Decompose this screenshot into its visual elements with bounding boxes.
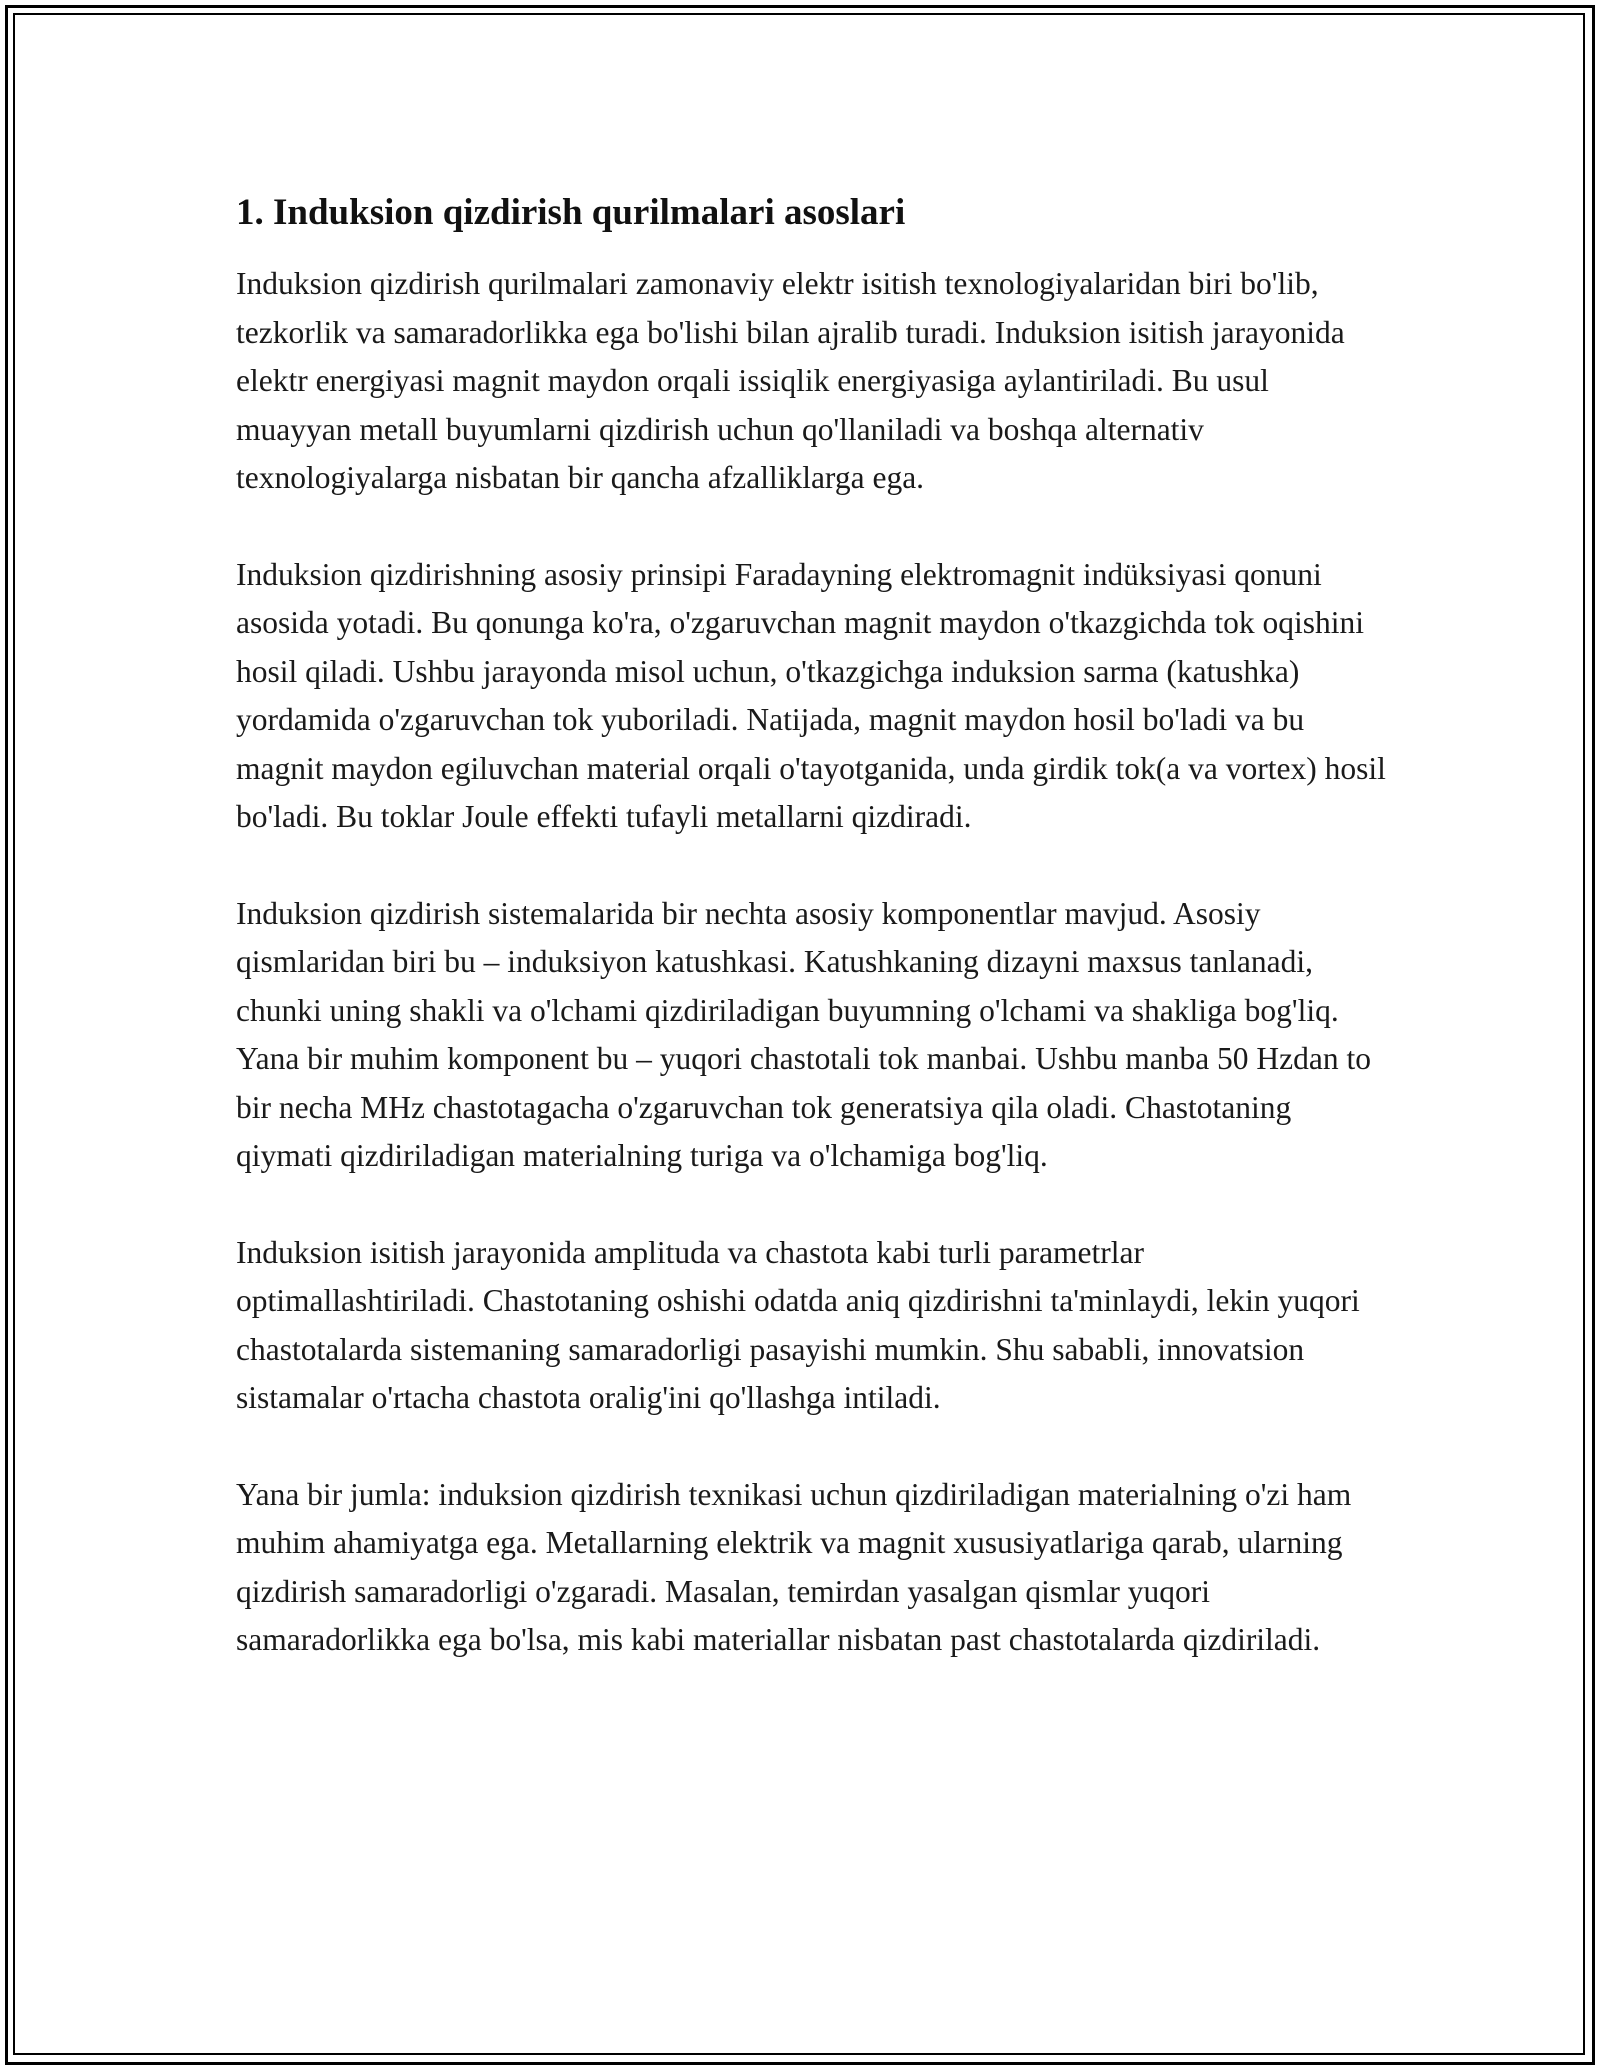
paragraph-2: Induksion qizdirishning asosiy prinsipi Faradayning elektromagnit indüksiyasi qonuni asosida yotadi. Bu qonunga ko'ra, o'zgaruvchan magnit maydon o'tkazgichda tok oqishini hosil qiladi. Ushbu jarayonda misol uchun, o'tkazgichga induksion sarma (katushka) yordamida o'zgaruvchan tok yuboriladi. Natijada, magnit maydon hosil bo'ladi va bu magnit maydon egiluvchan material orqali o'tayotganida, unda girdik tok(a va vortex) hosil bo'ladi. Bu toklar Joule effekti tufayli metallarni qizdiradi.	[236, 556, 1386, 834]
paragraph-1: Induksion qizdirish qurilmalari zamonaviy elektr isitish texnologiyalaridan biri bo'lib, tezkorlik va samaradorlikka ega bo'lishi bilan ajralib turadi. Induksion isitish jarayonida elektr energiyasi magnit maydon orqali issiqlik energiyasiga aylantiriladi. Bu usul muayyan metall buyumlarni qizdirish uchun qo'llaniladi va boshqa alternativ texnologiyalarga nisbatan bir qancha afzalliklarga ega.	[236, 266, 1345, 495]
paragraph-5: Yana bir jumla: induksion qizdirish texnikasi uchun qizdiriladigan materialning o'zi ham muhim ahamiyatga ega. Metallarning elektrik va magnit xususiyatlariga qarab, ularning qizdirish samaradorligi o'zgaradi. Masalan, temirdan yasalgan qismlar yuqori samaradorlikka ega bo'lsa, mis kabi materiallar nisbatan past chastotalarda qizdiriladi.	[236, 1476, 1352, 1657]
paragraph-4: Induksion isitish jarayonida amplituda va chastota kabi turli parametrlar optimallashtiriladi. Chastotaning oshishi odatda aniq qizdirishni ta'minlaydi, lekin yuqori chastotalarda sistemaning samaradorligi pasayishi mumkin. Shu sababli, innovatsion sistamalar o'rtacha chastota oralig'ini qo'llashga intiladi.	[236, 1234, 1360, 1415]
document-body	[236, 186, 1386, 1713]
paragraph-3: Induksion qizdirish sistemalarida bir nechta asosiy komponentlar mavjud. Asosiy qismlaridan biri bu – induksiyon katushkasi. Katushkaning dizayni maxsus tanlanadi, chunki uning shakli va o'lchami qizdiriladigan buyumning o'lchami va shakliga bog'liq. Yana bir muhim komponent bu – yuqori chastotali tok manbai. Ushbu manba 50 Hzdan to bir necha MHz chastotagacha o'zgaruvchan tok generatsiya qila oladi. Chastotaning qiymati qizdiriladigan materialning turiga va o'lchamiga bog'liq.	[236, 895, 1372, 1173]
section-heading: 1. Induksion qizdirish qurilmalari asoslari	[236, 192, 906, 233]
